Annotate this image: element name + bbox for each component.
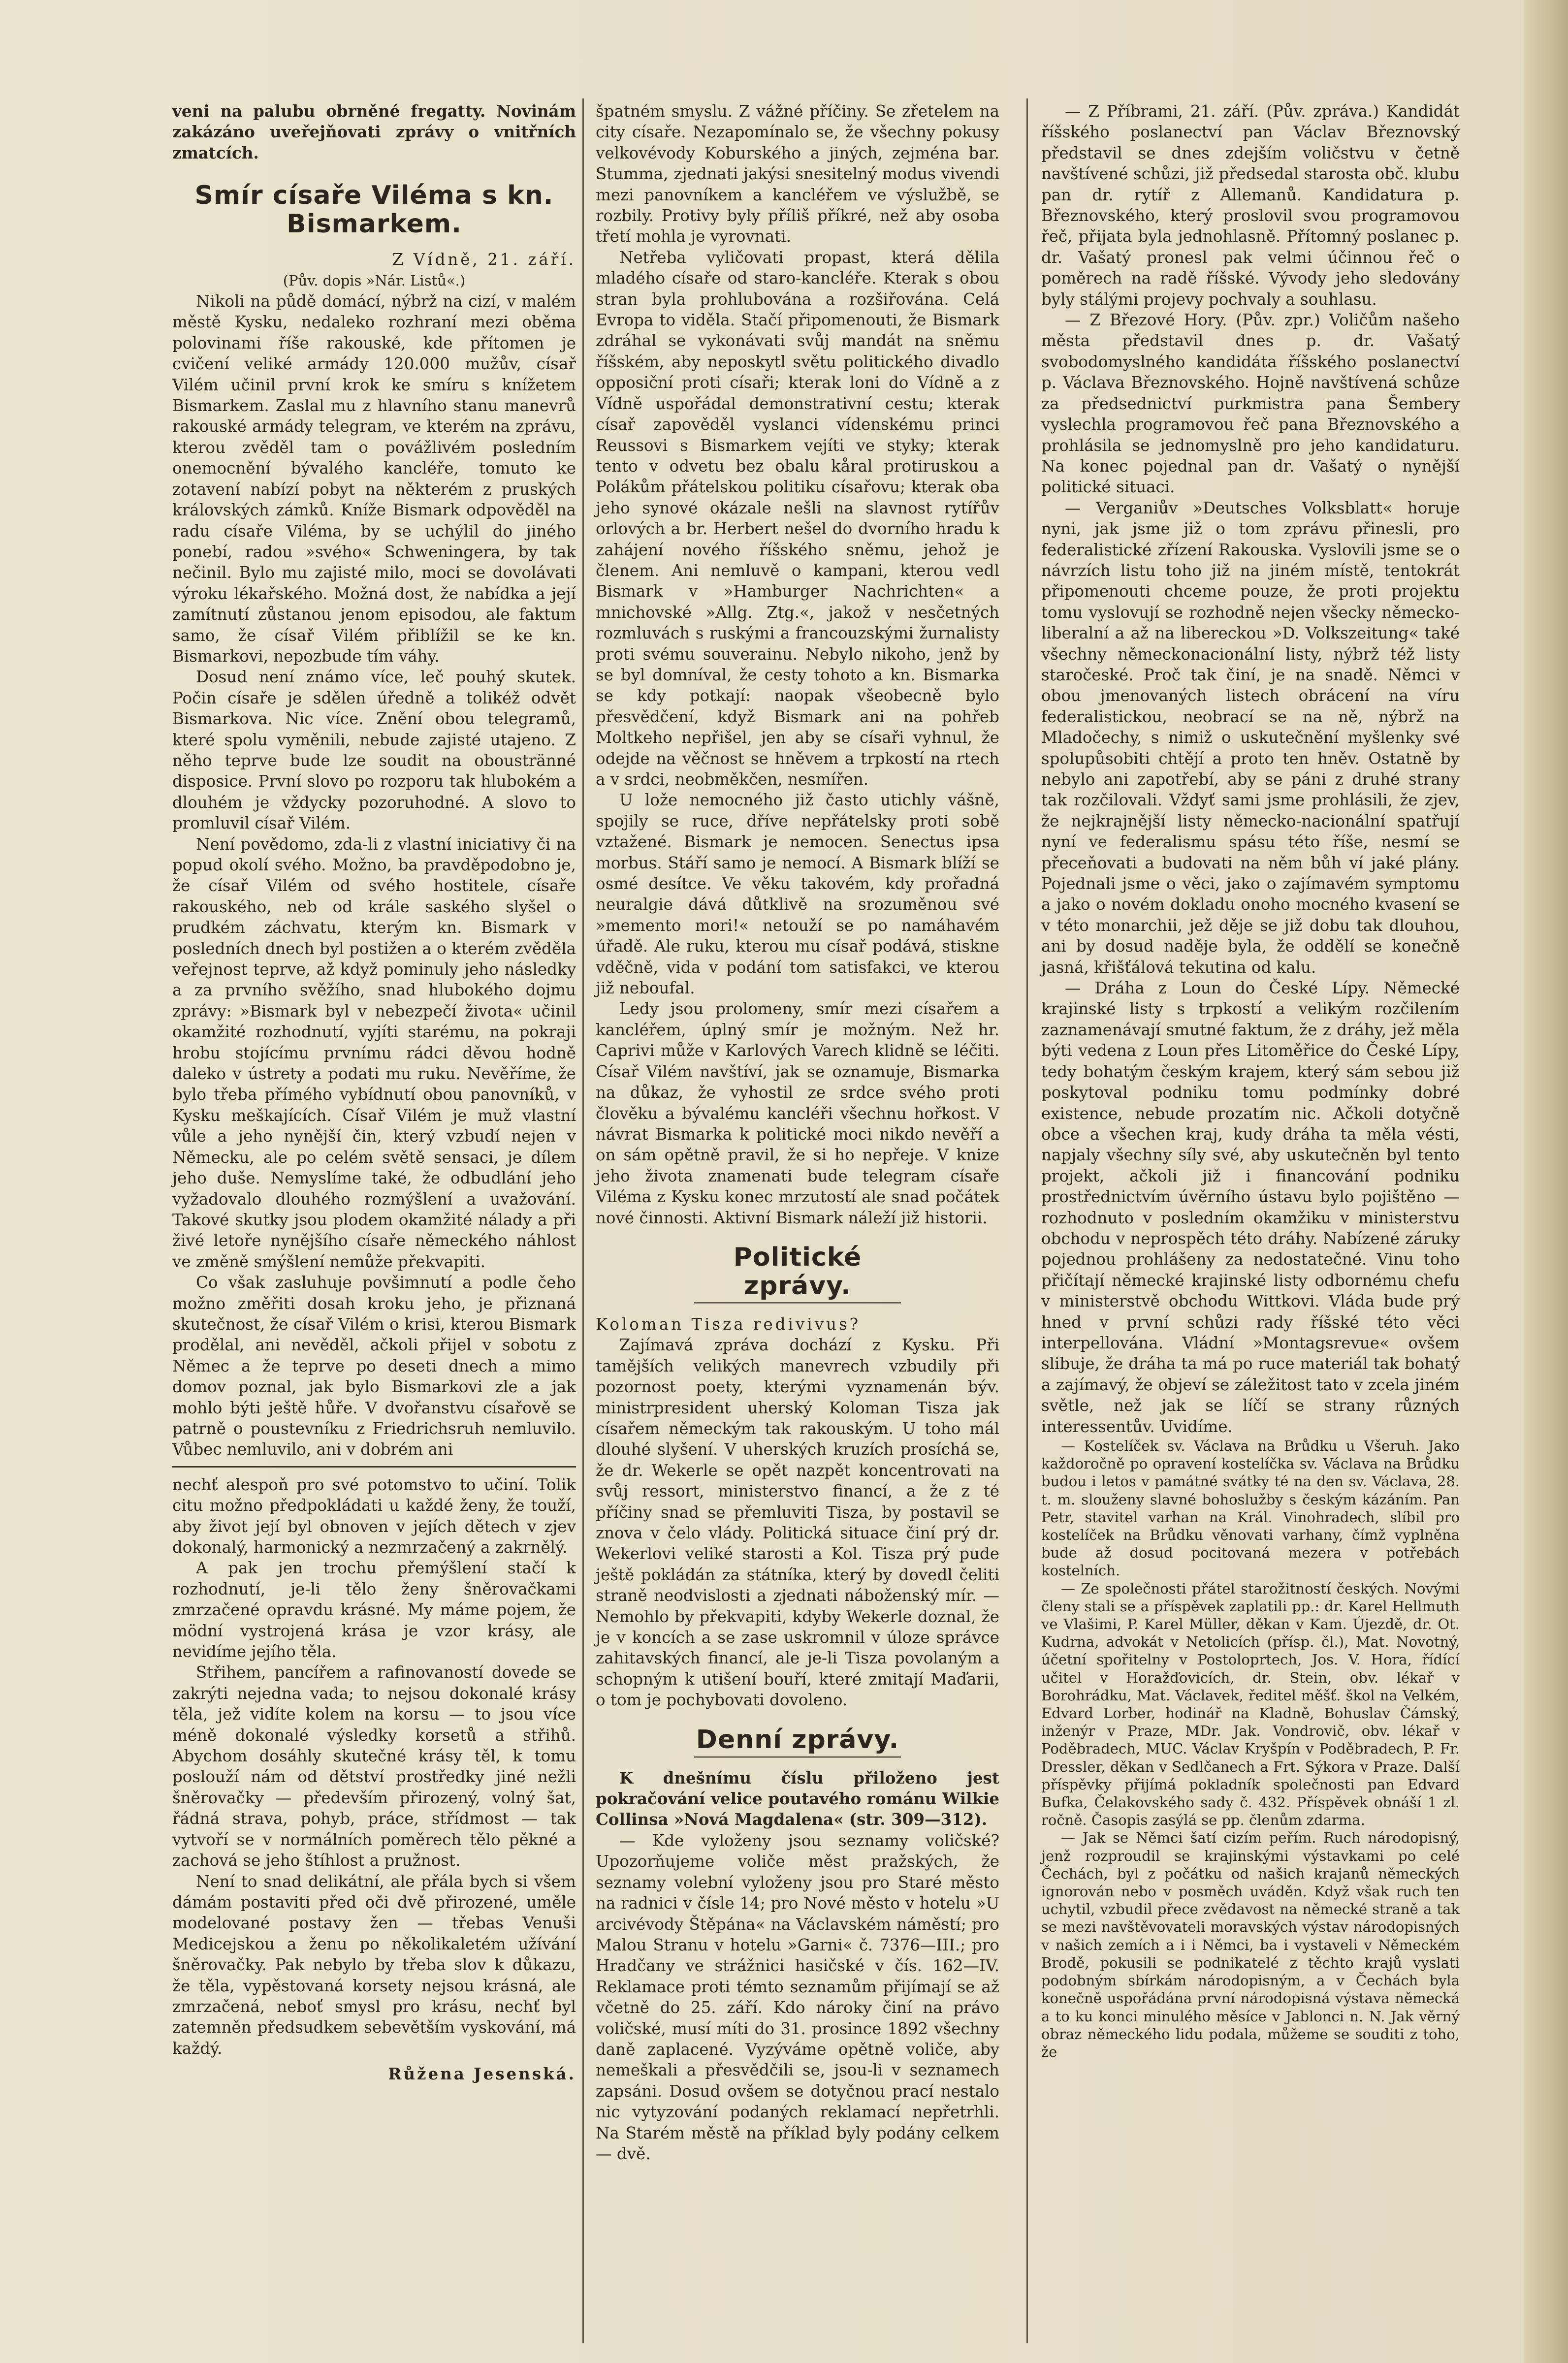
news-item: — Z Příbrami, 21. září. (Pův. zpráva.) Kandidát říšského poslanectví pan Václav Březnovský představil se dnes zdejším voličstvu v četně navštívené schůzi, již předsedal starosta obč. klubu pan dr. rytíř z Allemanů. Kandidatura p. Březnovského, který proslovil svou programovou řeč, přijata byla jednohlasně. Přítomný poslanec p. dr. Vašatý pronesl pak velmi účinnou řeč o poměrech na radě říšské. Vývody jeho sledovány byly stálými projevy pochvaly a souhlasu. [1041, 102, 1460, 309]
section-divider [172, 1466, 576, 1468]
article-paragraph: Zajímavá zpráva dochází z Kysku. Při tamějších velikých manevrech vzbudily při pozornost poety, kterými vyznamenán býv. ministrpresident uherský Koloman Tisza jak císařem německým tak rakouským. U toho mál dlouhé slyšení. V uherských kruzích prosíchá se, že dr. Wekerle se opět nazpět koncentrovati na svůj ressort, ministerstvo financí, a že z té příčiny snad se přemluviti Tisza, by postavil se znova v čelo vlády. Politická situace činí prý dr. Wekerlovi veliké starosti a Kol. Tisza prý pude ještě pokládán za státníka, který by dovedl čeliti straně neodvislosti a zjednati náboženský mír. — Nemohlo by překvapiti, kdyby Wekerle doznal, že je v koncích a se zase uskromnil v úloze správce zahitavských financí, ale je-li Tisza povolaným a schopným k utišení bouří, které zmitají Maďarii, o tom je pochybovati dovoleno. [596, 1336, 999, 1710]
article-paragraph: Ledy jsou prolomeny, smír mezi císařem a kancléřem, úplný smír je možným. Než hr. Caprivi může v Karlových Varech klidně se léčiti. Císař Vilém navštíví, jak se oznamuje, Bismarka na důkaz, že vyhostil ze srdce svého proti člověku a bývalému kancléři všechnu hořkost. V návrat Bismarka k politické moci nikdo nevěří a on sám opětně pravil, že si ho nepřeje. V knize jeho života znamenati bude telegram císaře Viléma z Kysku konec mrzutostí ale snad počátek nové činnosti. Aktivní Bismark náleží již historii. [596, 999, 999, 1227]
news-item: — Verganiův »Deutsches Volksblatt« horuje nyni, jak jsme již o tom zprávu přinesli, pro federalistické zřízení Rakouska. Vyslovili jsme se o návrzích listu toho již na jiném místě, tentokrát připomenouti chceme pouze, že proti projektu tomu vyslovují se rozhodně nejen všecky německo-liberalní a až na libereckou »D. Volkszeitung« také všechny německonacionální listy, nýbrž též listy staročeské. Proč tak činí, je na snadě. Němci v obou jmenovaných listech obrácení na víru federalistickou, neobrací se na ně, nýbrž na Mladočechy, s nimiž o uskutečnění myšlenky své spolupůsobiti chtějí a proto ten hněv. Ostatně by nebylo ani zapotřebí, aby se páni z druhé strany tak rozčilovali. Vždyť sami jsme prohlásili, že zjev, že nejkrajnější listy německo-nacionální spatřují nyní ve federalismu spásu této říše, nesmí se přeceňovati a budovati na něm bůh ví jaké plány. Pojednali jsme o věci, jako o zajímavém symptomu a jako o novém dokladu onoho mocného kvasení se v této monarchii, jež děje se již dobu tak dlouhou, ani by dosud naděje byla, že oddělí se konečně jasná, křišťálová tekutina od kalu. [1041, 498, 1460, 977]
article-paragraph: U lože nemocného již často utichly vášně, spojily se ruce, dříve nepřátelsky proti sobě vztažené. Bismark je nemocen. Senectus ipsa morbus. Stáří samo je nemocí. A Bismark blíží se osmé desítce. Ve věku takovém, kdy prořadná neuralgie dává důtklivě na srozuměnou své »memento mori!« netouží se po namáhavém úřadě. Ale ruku, kterou mu císař podává, stiskne vděčně, vida v podání tom satisfakci, ve kterou již neboufal. [596, 791, 999, 998]
news-item: — Kostelíček sv. Václava na Brůdku u Všeruh. Jako každoročně po opravení kostelíčka sv. Václava na Brůdku budou i letos v památné svátky té na den sv. Václava, 28. t. m. slouženy slavné bohoslužby s českým kázáním. Pan Petr, stavitel varhan na Král. Vinohradech, slíbil pro kostelíček na Brůdku věnovati varhany, čímž vyplněna bude až dosud pocitovaná mezera v potřebách kostelních. [1041, 1437, 1460, 1579]
small-print-section [1041, 1437, 1460, 2061]
article-paragraph: — Kde vyloženy jsou seznamy voličské? Upozorňujeme voliče měst pražských, že seznamy volební vyloženy jsou pro Staré město na radnici v čísle 14; pro Nové město v hotelu »U arcivévody Štěpána« na Václavském náměstí; pro Malou Stranu v hotelu »Garni« č. 7376—III.; pro Hradčany ve strážnici hasičské v čís. 162—IV. Reklamace proti témto seznamům přijímají se až včetně do 25. září. Kdo nároky činí na právo voličské, musí míti do 31. prosince 1892 všechny daně zaplacené. Vyzýváme opětně voliče, aby nemeškali a přesvědčili se, jsou-li v seznamech zapsáni. Dosud ovšem se dotyčnou prací nestalo nic vytyzování podaných reklamací nepřetrhli. Na Starém městě na příklad byly podány celkem — dvě. [596, 1831, 999, 2163]
news-item: — Dráha z Loun do České Lípy. Německé krajinské listy s trpkostí a velikým rozčilením zaznamenávají smutné faktum, že z dráhy, jež měla býti vedena z Loun přes Litoměřice do České Lípy, tedy bohatým českým krajem, který sám sebou již poskytoval podniku tomu podmínky dobré existence, nebude prozatím nic. Ačkoli dotyčně obce a všechen kraj, kudy dráha ta měla vésti, napjaly všechny síly své, aby uskutečněn byl tento projekt, ačkoli již i financování podniku prostřednictvím úvěrního ústavu bylo pojištěno — rozhodnuto v posledním okamžiku v ministerstvu obchodu v neprospěch této dráhy. Nabízené záruky pojednou prohlášeny za nedostatečné. Vinu toho přičítají německé krajinské listy odbornému chefu v ministerstvě obchodu Wittkovi. Vláda bude prý hned v první schůzi rady říšské této věci interpellována. Vládní »Montagsrevue« ovšem slibuje, že dráha ta má po ruce materiál tak bohatý a zajímavý, že objeví se záležitost tato v zcela jiném světle, než jak se líčí se strany různých interessentův. Uvidíme. [1041, 979, 1460, 1436]
news-item: — Z Březové Hory. (Pův. zpr.) Voličům našeho města představil dnes p. dr. Vašatý svobodomyslného kandidáta říšského poslanectví p. Václava Březnovského. Hojně navštívená schůze za předsednictví purkmistra pana Šembery vyslechla programovou řeč pana Březnovského a prohlásila se jednomyslně pro jeho kandidaturu. Na konec pojednal pan dr. Vašatý o nynější politické situaci. [1041, 311, 1460, 497]
column-2 [596, 101, 999, 2164]
article-paragraph: A pak jen trochu přemýšlení stačí k rozhodnutí, je-li tělo ženy šněrovačkami zmrzačené opravdu krásné. My máme pojem, že mödní vystrojená krása je vzor krásy, ale nevidíme jejího těla. [172, 1559, 576, 1661]
column-rule-1 [582, 98, 584, 2343]
article-paragraph: Střihem, pancířem a rafinovaností dovede se zakrýti nejedna vada; to nejsou dokonalé krásy těla, jež vidíte kolem na korsu — to jsou více méně dokonalé výsledky korsetů a střihů. Abychom dosáhly skutečné krásy těl, k tomu poslouží nám od dětství prostředky jiné nežli šněrovačky — především přirozený, volný šat, řádná strava, pohyb, práce, střídmost — tak vytvoří se v normálních poměrech tělo pěkné a zachová se jeho štíhlost a pružnost. [172, 1663, 576, 1870]
article-paragraph: nechť alespoň pro své potomstvo to učiní. Tolik citu možno předpokládati u každé ženy, že touží, aby život její byl obnoven v jejích dětech v zjev dokonalý, harmonický a nezmrzačený a zakrnělý. [172, 1475, 576, 1557]
article-paragraph: Nikoli na půdě domácí, nýbrž na cizí, v malém městě Kysku, nedaleko rozhraní mezi oběma polovinami říše rakouské, kde přítomen je cvičení veliké armády 120.000 mužův, císař Vilém učinil první krok ke smíru s knížetem Bismarkem. Zaslal mu z hlavního stanu manevrů rakouské armády telegram, ve kterém na zprávu, kterou zvěděl tam o povážlivém posledním onemocnění bývalého kancléře, tomuto ke zotavení nabízí pobyt na některém z pruských královských zámků. Kníže Bismark odpověděl na radu císaře Viléma, by se uchýlil do jiného ponebí, radou »svého« Schweningera, by tak nečinil. Bylo mu zajisté milo, moci se dovolávati výroku lékařského. Možná dost, že nabídka a její zamítnutí zůstanou jenom episodou, ale faktum samo, že císař Vilém přiblížil se ke kn. Bismarkovi, nepozbude tím váhy. [172, 292, 576, 666]
column-rule-2 [1026, 98, 1028, 2343]
article-paragraph: Co však zasluhuje povšimnutí a podle čeho možno změřiti dosah kroku jeho, je přiznaná skutečnost, že císař Vilém o krisi, kterou Bismark prodělal, ani nevěděl, ačkoli přijel v sobotu z Němec a že teprve po deseti dnech a mimo domov poznal, jak bylo Bismarkovi zle a jak mohlo býti ještě hůře. V dvořanstvu císařově se patrně o poustevníku z Friedrichsruh nemluvilo. Vůbec nemluvilo, ani v dobrém ani [172, 1273, 576, 1459]
article-paragraph: K dnešnímu číslu přiloženo jest pokračování velice poutavého románu Wilkie Collinsa »Nová Magdalena« (str. 309—312). [596, 1768, 999, 1829]
article-paragraph: Netřeba vyličovati propast, která dělila mladého císaře od staro-kancléře. Kterak s obou stran byla prohlubována a rozšiřována. Celá Evropa to viděla. Stačí připomenouti, že Bismark zdráhal se vykonávati svůj mandát na sněmu říšském, aby neposkytl světu politického divadlo opposiční proti císaři; kterak loni do Vídně a z Vídně uspořádal demonstrativní cestu; kterak císař zapověděl vyslanci vídenskému princi Reussovi s Bismarkem vejíti ve styky; kterak tento v odvetu bez obalu kåral protiruskou a Polákům přátelskou politiku císařovu; kterak oba jeho synové okázale nešli na slavnost rytířův orlových a br. Herbert nešel do dvorního hradu k zahájení nového říšského sněmu, jehož je členem. Ani nemluvě o kampani, kterou vedl Bismark v »Hamburger Nachrichten« a mnichovské »Allg. Ztg.«, jakož v nesčetných rozmluvách s ruskými a francouzskými žurnalisty proti svému souverainu. Nebylo nikoho, jenž by se byl domníval, že cesty tohoto a kn. Bismarka se kdy potkají: naopak všeobecně bylo přesvědčení, když Bismark ani na pohřeb Moltkeho nepřišel, jen aby se císaři vyhnul, že odejde na věčnost se hněvem a trpkostí na rtech a v srdci, neobměkčen, nesmířen. [596, 248, 999, 789]
column-3 [1041, 101, 1460, 2061]
news-item: — Ze společnosti přátel starožitností českých. Novými členy stali se a příspěvek zaplatili pp.: dr. Karel Hellmuth ve Vlašimi, P. Karel Müller, děkan v Kam. Újezdě, dr. Ot. Kudrna, advokát v Netolicích (přísp. čl.), Mat. Novotný, účetní spořitelny v Postoloprtech, Jos. V. Hora, řídící učitel v Horažďovicích, dr. Stein, obv. lékař v Borohrádku, Mat. Václavek, ředitel měšť. škol na Velkém, Edvard Lorber, hodinář na Kladně, Bohuslav Čámský, inženýr v Praze, MDr. Jak. Vondrovič, obv. lékař v Poděbradech, MUC. Václav Kryšpín v Poděbradech, P. Fr. Dressler, děkan v Sedlčanech a Frt. Sýkora v Praze. Další příspěvky přijímá pokladník společnosti pan Edvard Bufka, Čelakovského sady č. 432. Příspěvek obnáší 1 zl. ročně. Časopis zasýlá se pp. členům zdarma. [1041, 1580, 1460, 1829]
signature: Růžena Jesenská. [388, 2064, 576, 2084]
article-paragraph: Není povědomo, zda-li z vlastní iniciativy či na popud okolí svého. Možno, ba pravděpodobno je, že císař Vilém od svého hostitele, císaře rakouského, neb od krále saského slyšel o prudkém záchvatu, kterým kn. Bismark v posledních dnech byl postižen a o kterém zvěděla veřejnost teprve, až když pominuly jeho následky a za prvního svěžího, snad hlubokého dojmu zprávy: »Bismark byl v nebezpečí života« učinil okamžité rozhodnutí, vyjíti starému, na pokraji hrobu stojícímu prvnímu rádci děvou hodně daleko v ústrety a podati mu ruku. Nevěříme, že bylo třeba přímého vybídnutí obou panovníků, v Kysku meškajících. Císař Vilém je muž vlastní vůle a jeho nynější čin, který vzbudí nejen v Německu, ale po celém světě sensaci, je dílem jeho duše. Nemyslíme také, že odbudlání jeho vyžadovalo dlouhého rozmýšlení a uvažování. Takové skutky jsou plodem okamžité nálady a při živé letoře nynějšího císaře německého náhlost ve změně smýšlení nemůže překvapiti. [172, 834, 576, 1271]
page-edge-shadow [1524, 0, 1568, 2363]
news-item: — Jak se Němci šatí cizím peřím. Ruch národopisný, jenž rozproudil se krajinskými výstavkami po celé Čechách, byl z počátku od našich krajanů německých ignorován nebo v posměch uváděn. Když však ruch ten uchytil, vzbudil přece zvědavost na německé straně a tak se mezi navštěvovateli moravských výstav národopisných v našich zemích a i i Němci, ba i vystaveli v Německém Brodě, pokusili se podnikatelé z těchto krajů vyslati podobným sbírkám národopisným, a v Čechách byla konečně uspořádána první národopisná výstava německá a to ku konci minulého měsíce v Jablonci n. N. Jak věrný obraz německého lidu podala, můžeme se souditi z toho, že [1041, 1829, 1460, 2060]
dateline: Z Vídně, 21. září. [392, 250, 576, 269]
article-paragraph: Dosud není známo více, leč pouhý skutek. Počin císaře je sdělen úředně a tolikéž odvět Bismarkova. Nic více. Znění obou telegramů, které spolu vyměnili, nebude zajisté utajeno. Z něho teprve bude lze soudit na oboustränné disposice. První slovo po rozporu tak hlubokém a dlouhém je vždycky pozoruhodné. A slovo to promluvil císař Vilém. [172, 668, 576, 833]
item-title: Koloman Tisza redivivus? [596, 1314, 861, 1334]
column-1 [172, 101, 576, 2085]
lead-paragraph: veni na palubu obrněné fregatty. Novinám zakázáno uveřejňovati zprávy o vnitřních zmatcích. [172, 101, 576, 162]
section-heading-daily-news: Denní zprávy. [694, 1725, 901, 1758]
section-heading-politics: Politické zprávy. [694, 1243, 901, 1304]
article-source: (Pův. dopis »Nár. Listů«.) [283, 272, 466, 289]
article-paragraph: Není to snad delikátní, ale přála bych si všem dámám postaviti před oči dvě přirozené, uměle modelované postavy žen — třebas Venuši Medicejskou a ženu po několikaletém užívání šněrovačky. Pak nebylo by třeba slov k důkazu, že těla, vypěstovaná korsety nejsou krásná, ale zmrzačená, neboť smysl pro krásu, nechť byl zatemněn předsudkem sebevětším vyskování, má každý. [172, 1872, 576, 2058]
article-heading: Smír císaře Viléma s kn. Bismarkem. [194, 181, 554, 239]
article-paragraph: špatném smyslu. Z vážné příčiny. Se zřetelem na city císaře. Nezapomínalo se, že všechny pokusy velkovévody Koburského a jiných, zejména bar. Stumma, zjednati jakýsi snesitelný modus vivendi mezi panovníkem a kancléřem ve výslužbě, se rozbily. Protivy byly příliš příkré, než aby osoba třetí mohla je vyrovnati. [596, 102, 999, 246]
